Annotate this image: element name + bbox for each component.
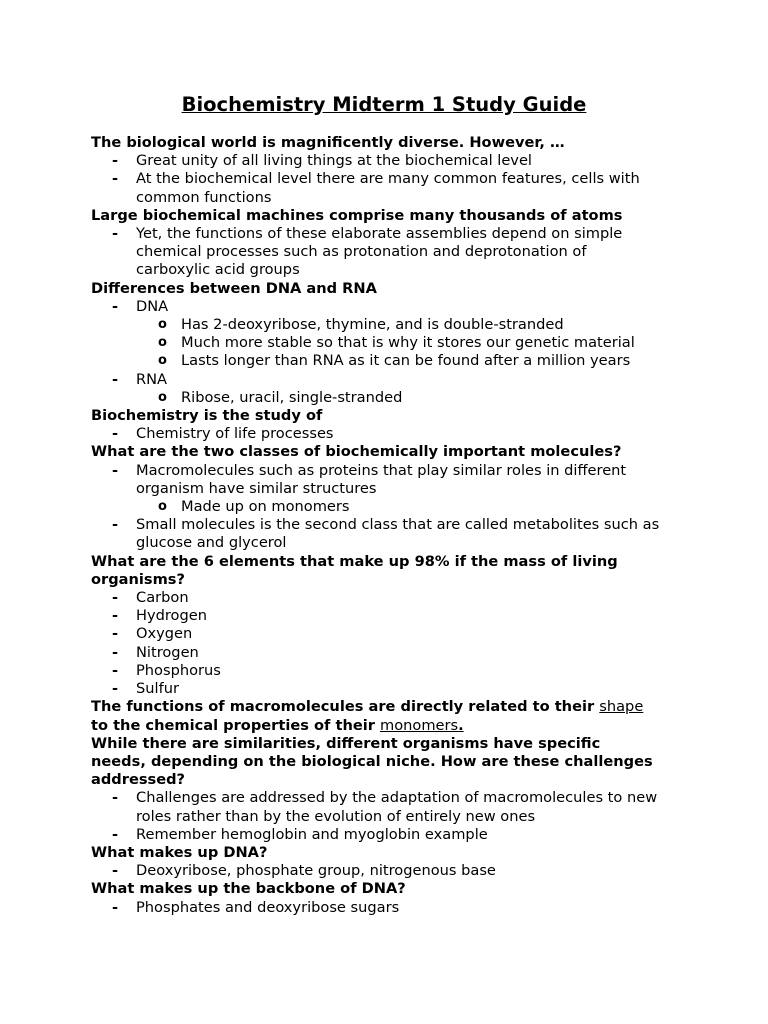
bullet-item bbox=[91, 425, 691, 443]
bullet-item bbox=[91, 826, 691, 844]
sub-marker: o bbox=[158, 335, 167, 351]
heading-dna-rna-differences: Differences between DNA and RNA bbox=[91, 279, 377, 297]
sub-bullet-text: Lasts longer than RNA as it can be found after a million years bbox=[181, 352, 631, 370]
sub-bullet-item bbox=[91, 352, 691, 370]
bullet-text: Oxygen bbox=[136, 625, 193, 643]
dash-marker: - bbox=[112, 589, 119, 607]
bullet-item bbox=[91, 371, 691, 389]
bullet-item bbox=[91, 170, 691, 206]
bullet-item bbox=[91, 298, 691, 316]
underlined-word-monomers: monomers bbox=[380, 716, 459, 734]
dash-marker: - bbox=[112, 625, 119, 643]
bullet-text: Macromolecules such as proteins that play similar roles in different bbox=[136, 461, 627, 479]
bullet-text: chemical processes such as protonation and deprotonation of bbox=[136, 243, 587, 261]
bullet-text: common functions bbox=[136, 188, 272, 206]
bullet-text: Nitrogen bbox=[136, 643, 199, 661]
heading-two-classes: What are the two classes of biochemically important molecules? bbox=[91, 443, 622, 461]
bullet-item bbox=[91, 862, 691, 880]
heading-text: organisms? bbox=[91, 570, 185, 588]
sub-bullet-text: Has 2-deoxyribose, thymine, and is double-stranded bbox=[181, 316, 564, 334]
heading-text: The functions of macromolecules are directly related to their bbox=[91, 698, 600, 716]
bullet-text: glucose and glycerol bbox=[136, 534, 287, 552]
dash-marker: - bbox=[112, 789, 119, 807]
bullet-text: Hydrogen bbox=[136, 607, 207, 625]
bullet-text: roles rather than by the evolution of entirely new ones bbox=[136, 807, 536, 825]
heading-biochemistry-study: Biochemistry is the study of bbox=[91, 407, 323, 425]
dash-marker: - bbox=[112, 297, 119, 315]
bullet-item bbox=[91, 789, 691, 825]
dash-marker: - bbox=[112, 225, 119, 243]
sub-bullet-text: Made up on monomers bbox=[181, 498, 350, 516]
heading-macromolecule-functions bbox=[91, 698, 691, 734]
bullet-item bbox=[91, 152, 691, 170]
dash-marker: - bbox=[112, 661, 119, 679]
bullet-text: RNA bbox=[136, 370, 168, 388]
bullet-item bbox=[91, 225, 691, 280]
dash-marker: - bbox=[112, 607, 119, 625]
dash-marker: - bbox=[112, 170, 119, 188]
dash-marker: - bbox=[112, 825, 119, 843]
bullet-text: Great unity of all living things at the biochemical level bbox=[136, 152, 532, 170]
sub-bullet-item bbox=[91, 316, 691, 334]
bullet-text: organism have similar structures bbox=[136, 479, 377, 497]
heading-text: What are the 6 elements that make up 98% if the mass of living bbox=[91, 552, 618, 570]
underlined-word-shape: shape bbox=[599, 698, 644, 716]
bullet-item bbox=[91, 462, 691, 498]
sub-marker: o bbox=[158, 389, 167, 405]
dash-marker: - bbox=[112, 370, 119, 388]
sub-bullet-text: Much more stable so that is why it stores our genetic material bbox=[181, 334, 635, 352]
bullet-item bbox=[91, 516, 691, 552]
dash-marker: - bbox=[112, 516, 119, 534]
heading-text: needs, depending on the biological niche. How are these challenges bbox=[91, 752, 653, 770]
bullet-text: Small molecules is the second class that are called metabolites such as bbox=[136, 516, 660, 534]
dash-marker: - bbox=[112, 643, 119, 661]
sub-bullet-item bbox=[91, 389, 691, 407]
sub-marker: o bbox=[158, 353, 167, 369]
bullet-text: Carbon bbox=[136, 589, 189, 607]
sub-marker: o bbox=[158, 499, 167, 515]
dash-marker: - bbox=[112, 862, 119, 880]
sub-bullet-item bbox=[91, 334, 691, 352]
bullet-text: Remember hemoglobin and myoglobin example bbox=[136, 825, 488, 843]
heading-dna-backbone: What makes up the backbone of DNA? bbox=[91, 880, 406, 898]
heading-text: While there are similarities, different organisms have specific bbox=[91, 734, 601, 752]
dash-marker: - bbox=[112, 680, 119, 698]
bullet-item bbox=[91, 680, 691, 698]
bullet-text: Chemistry of life processes bbox=[136, 425, 334, 443]
study-guide-body bbox=[91, 134, 691, 917]
bullet-item bbox=[91, 644, 691, 662]
bullet-text: At the biochemical level there are many common features, cells with bbox=[136, 170, 640, 188]
bullet-item bbox=[91, 589, 691, 607]
sub-marker: o bbox=[158, 317, 167, 333]
bullet-text: DNA bbox=[136, 297, 169, 315]
dash-marker: - bbox=[112, 461, 119, 479]
dash-marker: - bbox=[112, 898, 119, 916]
sub-bullet-item bbox=[91, 498, 691, 516]
bullet-text: Deoxyribose, phosphate group, nitrogenous base bbox=[136, 862, 496, 880]
heading-six-elements bbox=[91, 553, 691, 589]
sub-bullet-text: Ribose, uracil, single-stranded bbox=[181, 388, 403, 406]
bullet-item bbox=[91, 899, 691, 917]
bullet-text: Sulfur bbox=[136, 680, 179, 698]
heading-period: . bbox=[458, 716, 464, 734]
dash-marker: - bbox=[112, 152, 119, 170]
heading-text: to the chemical properties of their bbox=[91, 716, 381, 734]
heading-biological-world: The biological world is magnificently diverse. However, … bbox=[91, 134, 565, 151]
dash-marker: - bbox=[112, 425, 119, 443]
bullet-text: carboxylic acid groups bbox=[136, 261, 300, 279]
heading-text: addressed? bbox=[91, 771, 186, 789]
bullet-text: Challenges are addressed by the adaptation of macromolecules to new bbox=[136, 789, 658, 807]
bullet-item bbox=[91, 625, 691, 643]
heading-biochemical-machines: Large biochemical machines comprise many thousands of atoms bbox=[91, 206, 623, 224]
page-title: Biochemistry Midterm 1 Study Guide bbox=[181, 93, 587, 116]
bullet-item bbox=[91, 607, 691, 625]
bullet-item bbox=[91, 662, 691, 680]
bullet-text: Yet, the functions of these elaborate assemblies depend on simple bbox=[136, 225, 623, 243]
bullet-text: Phosphorus bbox=[136, 661, 221, 679]
heading-organism-needs bbox=[91, 735, 691, 790]
bullet-text: Phosphates and deoxyribose sugars bbox=[136, 898, 400, 916]
heading-dna-makeup: What makes up DNA? bbox=[91, 843, 268, 861]
